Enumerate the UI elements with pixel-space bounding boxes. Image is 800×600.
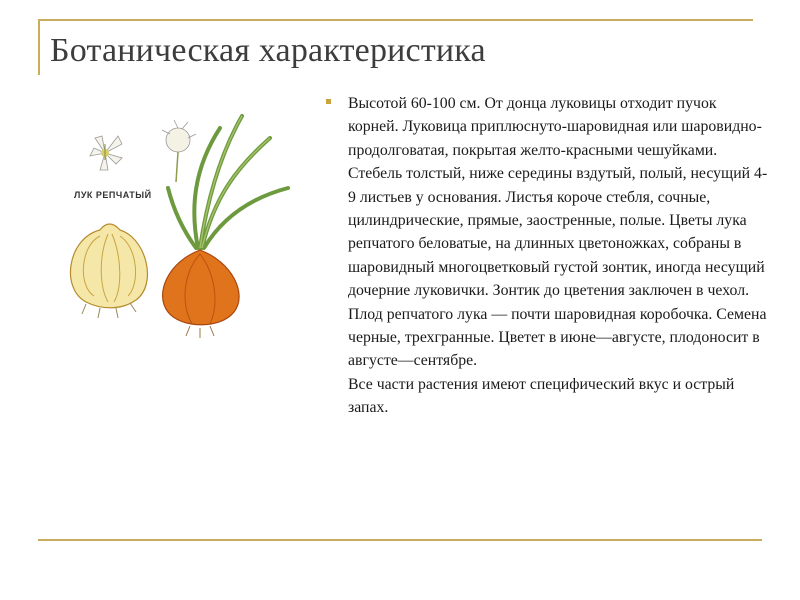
cut-onion-icon	[70, 224, 147, 318]
onion-illustration	[50, 98, 310, 338]
onion-drawing	[50, 98, 310, 338]
illustration-caption: ЛУК РЕПЧАТЫЙ	[74, 190, 152, 200]
left-rule	[38, 19, 40, 75]
bottom-rule	[38, 539, 762, 541]
seed-head-icon	[162, 120, 196, 182]
body-text	[348, 92, 768, 420]
flower-icon	[90, 136, 122, 170]
paragraph-description: Высотой 60-100 см. От донца луковицы отходит пучок корней. Луковица приплюснуто-шаровидная или шаровидно-продолговатая, покрытая желто-красными чешуйками. Стебель толстый, ниже середины вздутый, полый, несущий 4-9 листьев у основания. Листья короче стебля, сочные, цилиндрические, прямые, заостренные, полые. Цветы лука репчатого беловатые, на длинных цветоножках, собраны в шаровидный многоцветковый густой зонтик, иногда несущий дочерние луковички. Зонтик до цветения заключен в чехол. Плод репчатого лука — почти шаровидная коробочка. Семена черные, трехгранные. Цветет в июне—августе, плодоносит в августе—сентябре.	[348, 95, 768, 370]
square-bullet	[326, 99, 331, 104]
paragraph-taste: Все части растения имеют специфический вкус и острый запах.	[348, 375, 735, 417]
slide-title: Ботаническая характеристика	[50, 32, 486, 69]
top-rule	[38, 19, 753, 21]
